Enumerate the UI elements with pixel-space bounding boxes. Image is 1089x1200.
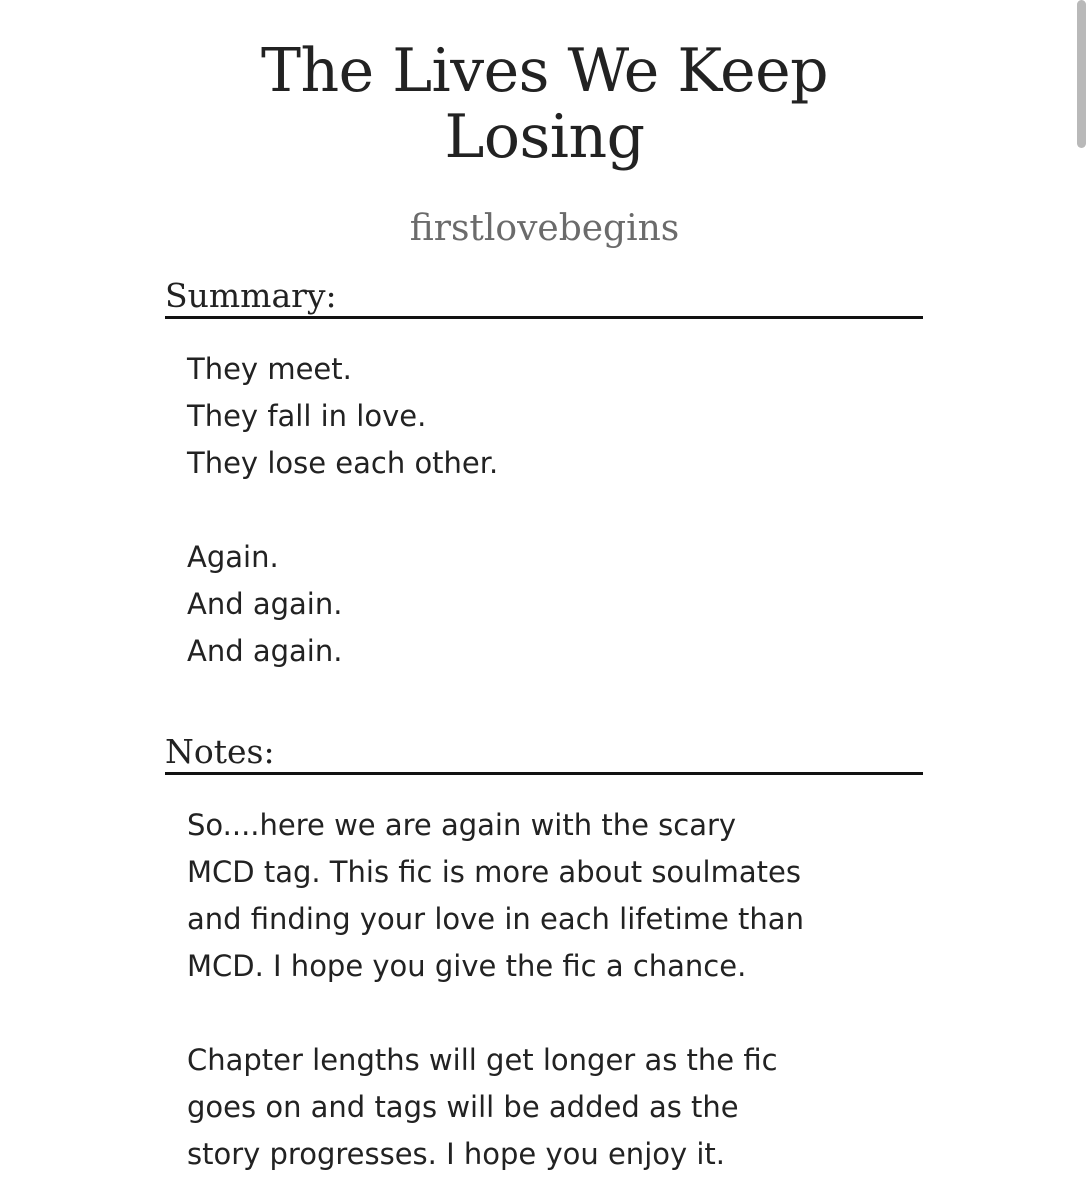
notes-line: and finding your love in each lifetime than xyxy=(187,902,804,936)
paragraph-gap xyxy=(187,487,907,534)
summary-line: And again. xyxy=(187,634,343,668)
work-title-line-1: The Lives We Keep xyxy=(260,36,829,106)
summary-text xyxy=(187,346,907,675)
notes-line: story progresses. I hope you enjoy it. xyxy=(187,1137,726,1171)
vertical-scrollbar[interactable] xyxy=(1075,0,1089,1200)
notes-text xyxy=(187,802,907,1178)
paragraph-gap xyxy=(187,990,907,1037)
notes-line: goes on and tags will be added as the xyxy=(187,1090,739,1124)
summary-heading: Summary: xyxy=(165,276,923,319)
summary-line: Again. xyxy=(187,540,279,574)
notes-line: MCD. I hope you give the fic a chance. xyxy=(187,949,747,983)
summary-line: They lose each other. xyxy=(187,446,499,480)
summary-line: They meet. xyxy=(187,352,352,386)
notes-line: So....here we are again with the scary xyxy=(187,808,737,842)
notes-line: MCD tag. This fic is more about soulmates xyxy=(187,855,801,889)
notes-heading: Notes: xyxy=(165,732,923,775)
work-title xyxy=(0,38,1089,170)
scrollbar-thumb[interactable] xyxy=(1077,0,1086,148)
work-title-line-2: Losing xyxy=(444,102,645,172)
summary-line: They fall in love. xyxy=(187,399,427,433)
summary-line: And again. xyxy=(187,587,343,621)
notes-line: Chapter lengths will get longer as the fic xyxy=(187,1043,778,1077)
author-link[interactable]: firstlovebegins xyxy=(409,208,680,249)
